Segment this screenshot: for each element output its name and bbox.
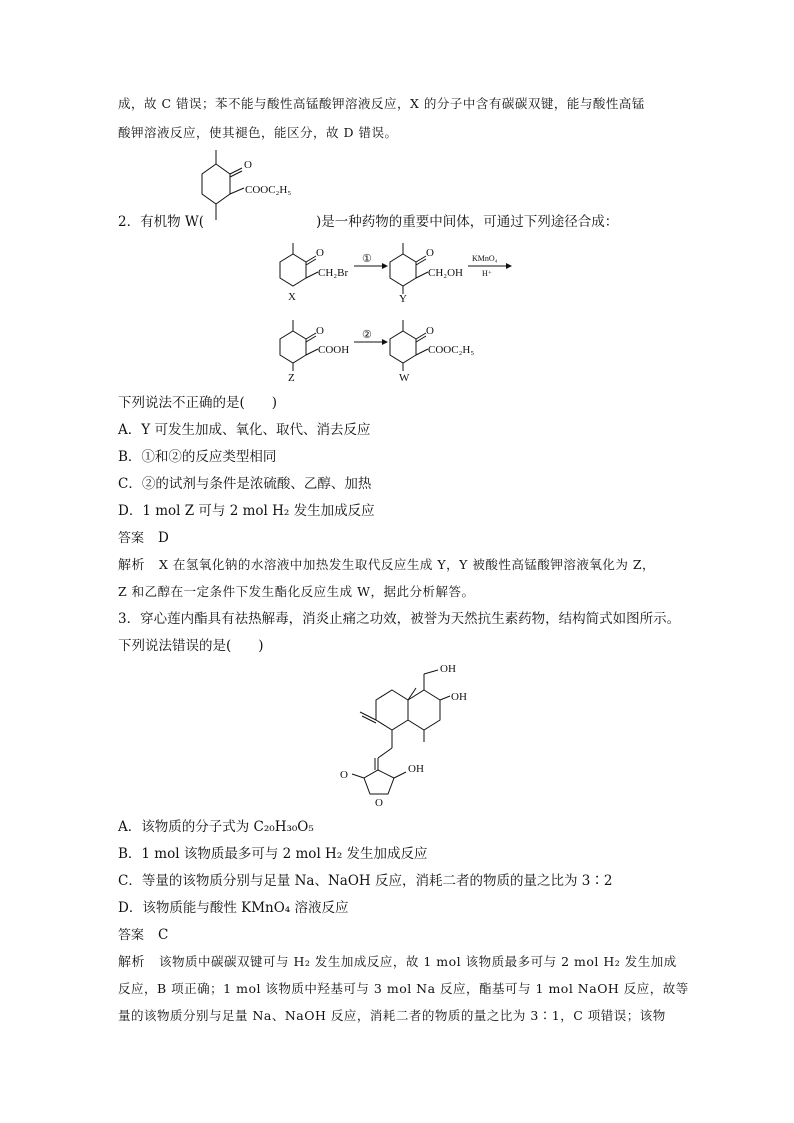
- ring-o: O: [375, 797, 383, 808]
- x-o: O: [316, 247, 324, 259]
- q2-explain-text-1: X 在氢氧化钠的水溶液中加热发生取代反应生成 Y，Y 被酸性高锰酸钾溶液氧化为 Z，: [159, 557, 655, 572]
- y-label: Y: [399, 293, 407, 305]
- compound-z: [280, 320, 318, 371]
- q3-stem-line-2: 下列说法错误的是( ): [118, 638, 264, 654]
- q2-answer-value: D: [158, 530, 169, 546]
- w-inline-structure: [196, 148, 326, 230]
- q2-answer: [118, 529, 169, 548]
- y-group: CH₂OH: [428, 267, 464, 279]
- q3-answer-value: C: [158, 927, 169, 943]
- carbonyl-o: O: [340, 769, 348, 781]
- q2-option-c: C．②的试剂与条件是浓硫酸、乙醇、加热: [118, 476, 372, 492]
- q2-explain-line-1: [118, 556, 655, 575]
- q3-option-c: C．等量的该物质分别与足量 Na、NaOH 反应，消耗二者的物质的量之比为 3∶2: [118, 873, 613, 889]
- top-line-1: 成，故 C 错误；苯不能与酸性高锰酸钾溶液反应，X 的分子中含有碳碳双键，能与酸性高锰: [118, 96, 645, 111]
- q3-answer: [118, 926, 168, 945]
- compound-y: [390, 243, 428, 294]
- w-inline-o: O: [244, 159, 252, 171]
- top-line-2: 酸钾溶液反应，使其褪色，能区分，故 D 错误。: [118, 125, 398, 140]
- q2-option-b: B．①和②的反应类型相同: [118, 449, 277, 465]
- y-o: O: [426, 247, 434, 259]
- synthesis-scheme: [268, 238, 528, 384]
- z-o: O: [316, 325, 324, 337]
- q2-question: 下列说法不正确的是( ): [118, 395, 278, 411]
- compound-x: [280, 243, 318, 286]
- compound-w: [390, 320, 428, 371]
- w-label: W: [399, 372, 410, 384]
- arrow-2-label: ②: [362, 329, 372, 341]
- q2-explain-tag: 解析: [118, 558, 146, 573]
- q3-answer-tag: 答案: [118, 928, 145, 943]
- q2-stem-prefix: 2．有机物 W(: [118, 214, 205, 230]
- q3-option-a: A．该物质的分子式为 C₂₀H₃₀O₅: [118, 819, 314, 835]
- q3-option-b: B．1 mol 该物质最多可与 2 mol H₂ 发生加成反应: [118, 846, 428, 862]
- q3-explain-tag: 解析: [118, 955, 146, 970]
- andrographolide-structure: [320, 660, 480, 808]
- z-label: Z: [288, 372, 295, 384]
- oh-top: OH: [440, 663, 456, 675]
- q3-stem-line-1: 3．穿心莲内酯具有祛热解毒，消炎止痛之功效，被誉为天然抗生素药物，结构简式如图所示。: [118, 611, 681, 627]
- q2-option-a: A．Y 可发生加成、氧化、取代、消去反应: [118, 422, 371, 438]
- w-o: O: [426, 325, 434, 337]
- q3-option-d: D．该物质能与酸性 KMnO₄ 溶液反应: [118, 900, 349, 916]
- arrow-kmno4-top: KMnO₄: [472, 254, 498, 263]
- w-inline-group: COOC₂H₅: [245, 184, 292, 196]
- q2-stem-suffix: )是一种药物的重要中间体，可通过下列途径合成：: [316, 214, 619, 230]
- q3-explain-line-3: 量的该物质分别与足量 Na、NaOH 反应，消耗二者的物质的量之比为 3∶1，C 项错误；该物: [118, 1008, 666, 1023]
- z-group: COOH: [318, 344, 350, 356]
- w-group: COOC₂H₅: [428, 344, 475, 356]
- q2-answer-tag: 答案: [118, 531, 145, 546]
- x-label: X: [288, 291, 296, 303]
- q3-explain-line-2: 反应，B 项正确；1 mol 该物质中羟基可与 3 mol Na 反应，酯基可与 1 mol NaOH 反应，故等: [118, 981, 689, 996]
- x-group: CH₂Br: [318, 267, 349, 279]
- arrow-1-label: ①: [362, 253, 372, 265]
- q2-option-d: D．1 mol Z 可与 2 mol H₂ 发生加成反应: [118, 503, 375, 519]
- arrow-kmno4-bottom: H⁺: [482, 269, 492, 278]
- q3-explain-line-1: [118, 953, 677, 972]
- oh-lactone: OH: [408, 763, 424, 775]
- q3-explain-text-1: 该物质中碳碳双键可与 H₂ 发生加成反应，故 1 mol 该物质最多可与 2 mol H₂ 发生加成: [159, 954, 677, 969]
- q2-explain-line-2: Z 和乙醇在一定条件下发生酯化反应生成 W，据此分析解答。: [118, 584, 475, 599]
- oh-ring: OH: [451, 691, 467, 703]
